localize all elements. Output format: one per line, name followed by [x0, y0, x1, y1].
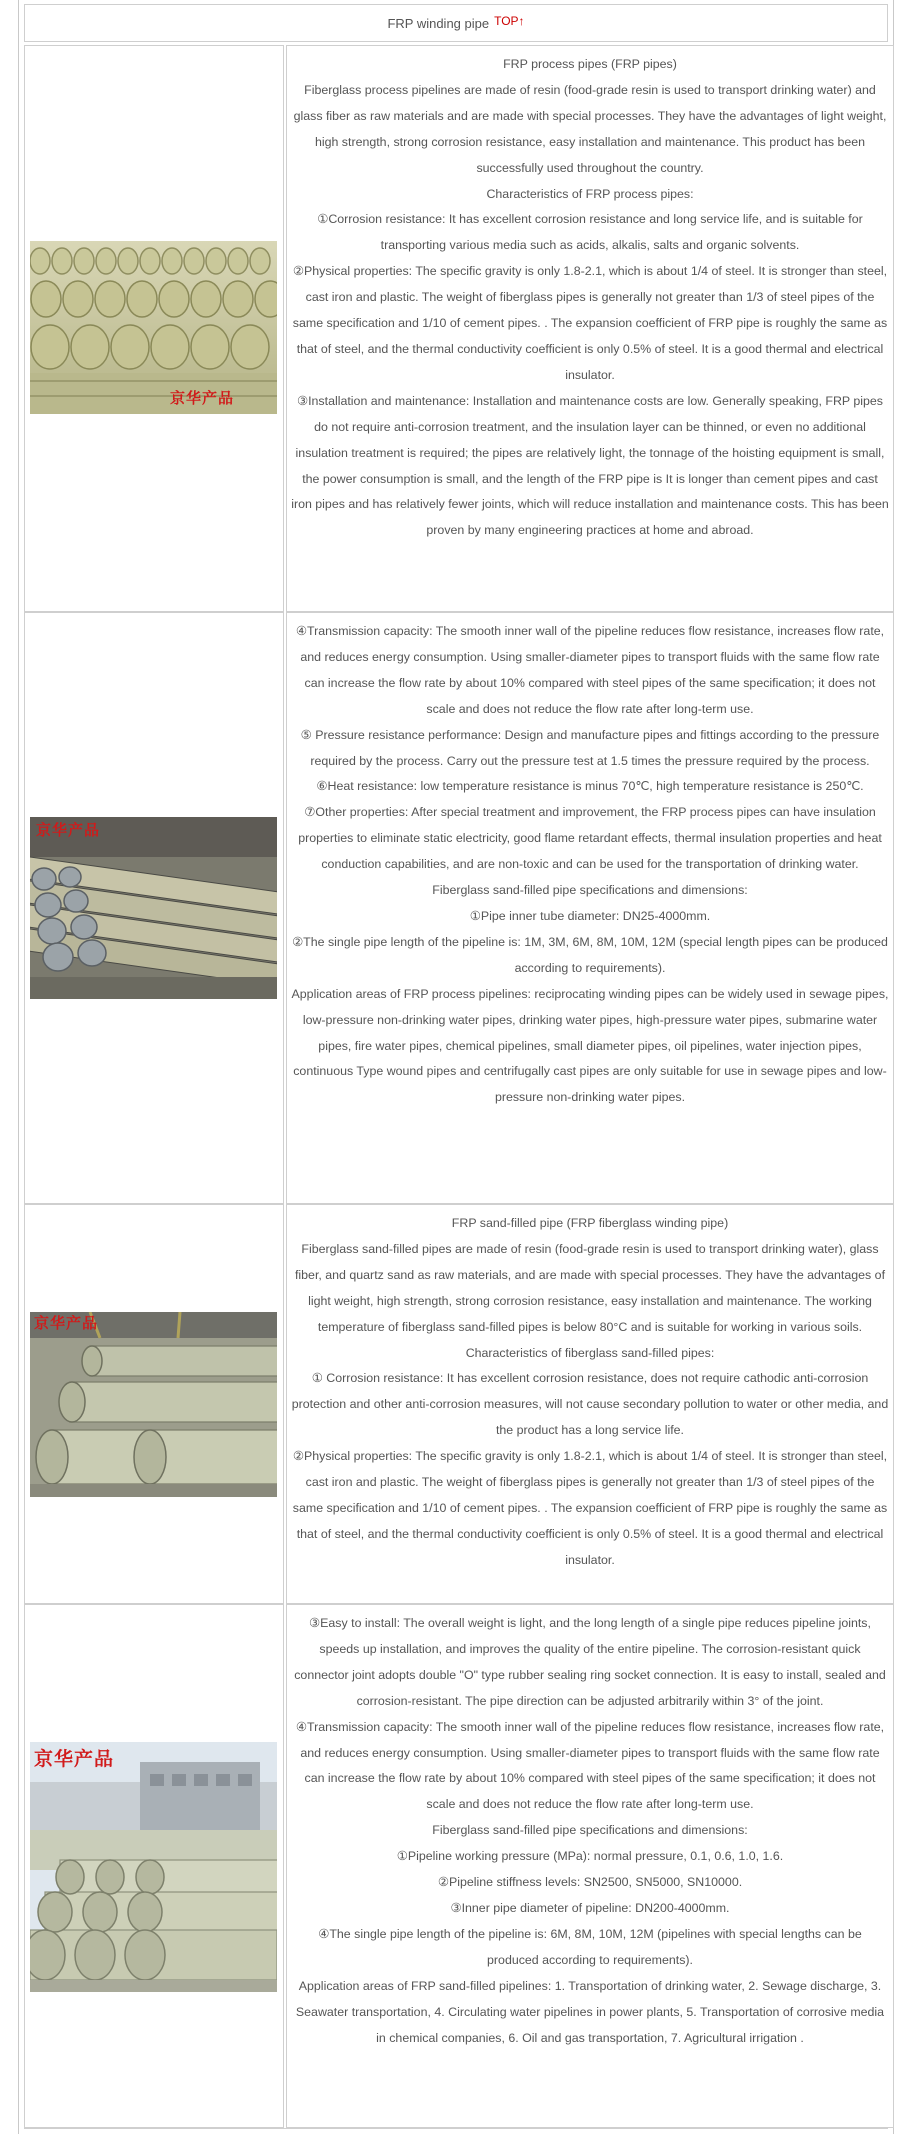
paragraph: Fiberglass process pipelines are made of resin (food-grade resin is used to transport drinking water) and glass fiber as raw materials and are made with special processes. They have the advantages of light weight, high strength, strong corrosion resistance, easy installation and maintenance. This product has been successfully used throughout the country.: [293, 82, 887, 175]
header-title: FRP winding pipe: [387, 15, 490, 31]
paragraph: ③Easy to install: The overall weight is light, and the long length of a single pipe reduces pipeline joints, speeds up installation, and improves the quality of the entire pipeline. The corrosion-resistant quick connector joint adopts double "O" type rubber sealing ring socket connection. It is easy to install, sealed and corrosion-resistant. The pipe direction can be adjusted arbitrarily within 3° of the joint.: [294, 1616, 886, 1708]
paragraph: ① Corrosion resistance: It has excellent corrosion resistance, does not require cathodic anti-corrosion protection and other anti-corrosion measures, will not cause secondary pollution to water or other media, and the product has a long service life.: [291, 1371, 889, 1438]
section-title: FRP sand-filled pipe (FRP fiberglass winding pipe): [451, 1216, 729, 1230]
paragraph: ⑥Heat resistance: low temperature resistance is minus 70℃, high temperature resistance is 250℃.: [316, 779, 864, 794]
brand-mark: 京华产品: [170, 389, 235, 407]
text-cell-4: [286, 1604, 894, 2128]
photo-factory-yard: [30, 1742, 277, 1992]
top-link[interactable]: TOP↑: [494, 14, 525, 28]
paragraph: ①Pipe inner tube diameter: DN25-4000mm.: [469, 908, 711, 923]
paragraph: ②The single pipe length of the pipeline is: 1M, 3M, 6M, 8M, 10M, 12M (special length pipes can be produced according to requirements).: [292, 934, 888, 975]
paragraph: ③Inner pipe diameter of pipeline: DN200-4000mm.: [450, 1900, 730, 1915]
photo-stacked-pipes: [30, 241, 277, 414]
image-cell-2: [24, 612, 284, 1204]
brand-mark: 京华产品: [36, 821, 101, 839]
photo-pipes-ground: [30, 817, 277, 999]
text-cell-3: [286, 1204, 894, 1604]
image-cell-4: [24, 1604, 284, 2128]
paragraph: Fiberglass sand-filled pipes are made of resin (food-grade resin is used to transport drinking water), glass fiber, and quartz sand as raw materials, and are made with special processes. They have the advantages of light weight, high strength, strong corrosion resistance, easy installation and maintenance. The working temperature of fiberglass sand-filled pipes is below 80°C and is suitable for working in various soils.: [294, 1241, 886, 1334]
paragraph: ④Transmission capacity: The smooth inner wall of the pipeline reduces flow resistance, increases flow rate, and reduces energy consumption. Using smaller-diameter pipes to transport fluids with the same flow rate can increase the flow rate by about 10% compared with steel pipes of the same specification; it does not scale and does not reduce the flow rate after long-term use.: [295, 624, 885, 716]
paragraph: ④Transmission capacity: The smooth inner wall of the pipeline reduces flow resistance, increases flow rate, and reduces energy consumption. Using smaller-diameter pipes to transport fluids with the same flow rate can increase the flow rate by about 10% compared with steel pipes of the same specification; it does not scale and does not reduce the flow rate after long-term use.: [295, 1719, 885, 1812]
bottom-border: [24, 2128, 888, 2129]
paragraph: ④The single pipe length of the pipeline is: 6M, 8M, 10M, 12M (pipelines with special lengths can be produced according to requirements).: [318, 1926, 862, 1967]
image-cell-3: [24, 1204, 284, 1604]
subheading: Characteristics of FRP process pipes:: [486, 186, 694, 201]
paragraph: ③Installation and maintenance: Installation and maintenance costs are low. Generally speaking, FRP pipes do not require anti-corrosion treatment, and the insulation layer can be thinned, or even no additional insulation treatment is required; the pipes are relatively light, the tonnage of the hoisting equipment is small, the power consumption is small, and the length of the FRP pipe is It is longer than cement pipes and cast iron pipes and has relatively fewer joints, which will reduce installation and maintenance costs. This has been proven by many engineering practices at home and abroad.: [291, 393, 889, 538]
paragraph: ⑤ Pressure resistance performance: Design and manufacture pipes and fittings according to the pressure required by the process. Carry out the pressure test at 1.5 times the pressure required by the process.: [300, 727, 880, 768]
section-header: [24, 4, 888, 42]
subheading: Characteristics of fiberglass sand-filled pipes:: [465, 1345, 715, 1360]
paragraph: ②Physical properties: The specific gravity is only 1.8-2.1, which is about 1/4 of steel. It is stronger than steel, cast iron and plastic. The weight of fiberglass pipes is generally not greater than 1/3 of steel pipes of the same specification and 1/10 of cement pipes. . The expansion coefficient of FRP pipe is roughly the same as that of steel, and the thermal conductivity coefficient is only 0.5% of steel. It is a good thermal and electrical insulator.: [292, 264, 888, 382]
text-cell-1: [286, 45, 894, 612]
paragraph: Application areas of FRP sand-filled pipelines: 1. Transportation of drinking water, 2. Sewage discharge, 3. Seawater transportation, 4. Circulating water pipelines in power plants, 5. Transportation of corrosive media in chemical companies, 6. Oil and gas transportation, 7. Agricultural irrigation .: [295, 1978, 885, 2045]
subheading: Fiberglass sand-filled pipe specifications and dimensions:: [432, 1823, 748, 1838]
paragraph: ①Corrosion resistance: It has excellent corrosion resistance and long service life, and is suitable for transporting various media such as acids, alkalis, salts and organic solvents.: [317, 212, 863, 253]
paragraph: ⑦Other properties: After special treatment and improvement, the FRP process pipes can have insulation properties to eliminate static electricity, good flame retardant effects, thermal insulation properties and heat conduction capabilities, and are non-toxic and can be used for the transportation of drinking water.: [298, 805, 882, 872]
photo-large-pipes: [30, 1312, 277, 1497]
text-cell-2: [286, 612, 894, 1204]
section-title: FRP process pipes (FRP pipes): [503, 57, 677, 71]
paragraph: ②Pipeline stiffness levels: SN2500, SN5000, SN10000.: [437, 1875, 743, 1890]
paragraph: Application areas of FRP process pipelines: reciprocating winding pipes can be widely used in sewage pipes, low-pressure non-drinking water pipes, drinking water pipes, high-pressure water pipes, submarine water pipes, fire water pipes, chemical pipelines, small diameter pipes, oil pipelines, water injection pipes, continuous Type wound pipes and centrifugally cast pipes are only suitable for use in sewage pipes and low-pressure non-drinking water pipes.: [291, 986, 889, 1105]
paragraph: ①Pipeline working pressure (MPa): normal pressure, 0.1, 0.6, 1.0, 1.6.: [396, 1849, 784, 1864]
subheading: Fiberglass sand-filled pipe specifications and dimensions:: [432, 883, 748, 898]
brand-mark: 京华产品: [34, 1748, 115, 1770]
paragraph: ②Physical properties: The specific gravity is only 1.8-2.1, which is about 1/4 of steel. It is stronger than steel, cast iron and plastic. The weight of fiberglass pipes is generally not greater than 1/3 of steel pipes of the same specification and 1/10 of cement pipes. . The expansion coefficient of FRP pipe is roughly the same as that of steel, and the thermal conductivity coefficient is only 0.5% of steel. It is a good thermal and electrical insulator.: [292, 1449, 888, 1567]
brand-mark: 京华产品: [34, 1314, 99, 1332]
image-cell-1: [24, 45, 284, 612]
